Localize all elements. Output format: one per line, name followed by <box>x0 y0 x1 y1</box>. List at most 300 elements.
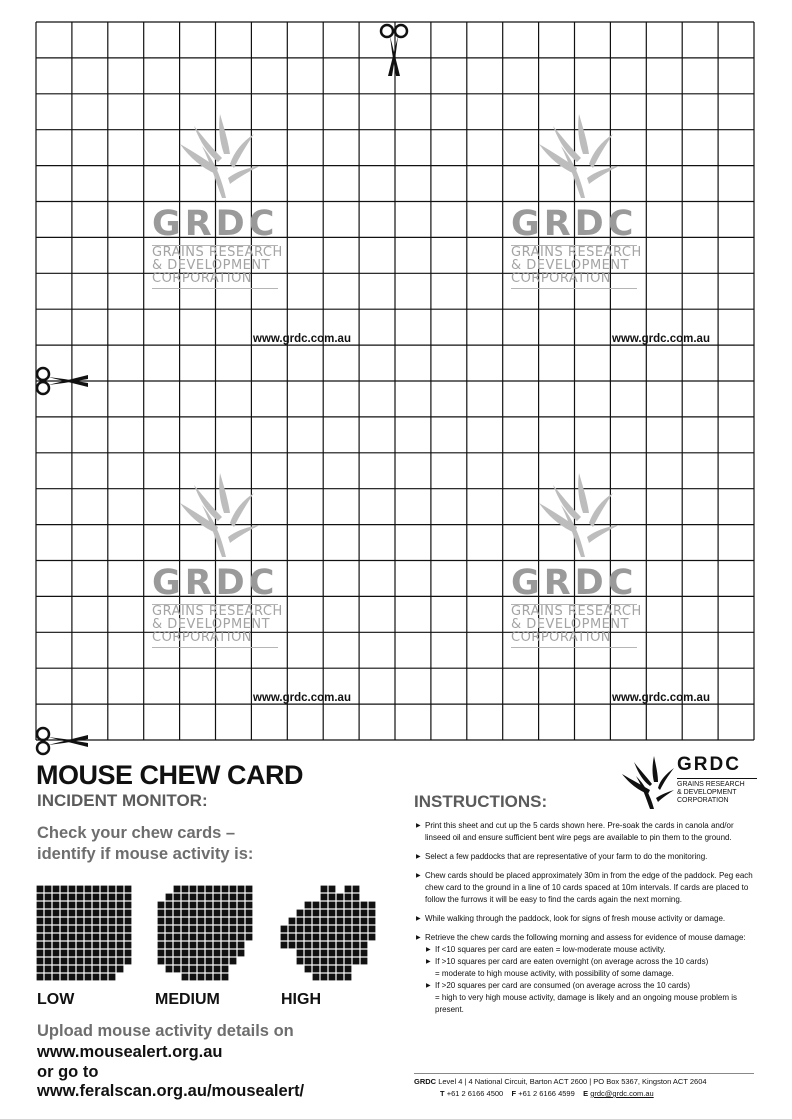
card-square <box>85 950 92 957</box>
card-square <box>337 918 344 925</box>
wheat-icon <box>531 112 621 200</box>
card-square <box>77 950 84 957</box>
card-square <box>109 974 116 981</box>
card-square <box>182 974 189 981</box>
wheat-icon <box>172 112 262 200</box>
card-square <box>85 910 92 917</box>
card-square <box>337 926 344 933</box>
card-square <box>85 902 92 909</box>
card-square <box>313 958 320 965</box>
card-square <box>361 926 368 933</box>
card-square <box>101 910 108 917</box>
grdc-logo <box>620 754 760 810</box>
email-link[interactable]: grdc@grdc.com.au <box>590 1089 654 1098</box>
scissors-icon-bottom <box>34 725 90 757</box>
instruction-step: ▶ Select a few paddocks that are representative of your farm to do the monitoring. <box>416 851 761 863</box>
card-square <box>109 894 116 901</box>
card-square <box>85 974 92 981</box>
card-square <box>61 894 68 901</box>
card-square <box>222 902 229 909</box>
card-square <box>222 886 229 893</box>
card-square <box>125 902 132 909</box>
card-square <box>61 934 68 941</box>
watermark-logo-text: GRDC <box>152 563 279 603</box>
card-url: www.grdc.com.au <box>253 333 351 345</box>
card-square <box>238 902 245 909</box>
card-square <box>85 894 92 901</box>
card-square <box>238 894 245 901</box>
card-square <box>45 926 52 933</box>
instructions-list <box>416 820 761 1016</box>
card-square <box>321 886 328 893</box>
scissors-icon-top <box>378 22 410 78</box>
card-square <box>230 918 237 925</box>
card-square <box>345 894 352 901</box>
card-square <box>230 958 237 965</box>
card-square <box>230 942 237 949</box>
card-square <box>198 966 205 973</box>
card-square <box>238 942 245 949</box>
card-square <box>198 886 205 893</box>
instruction-sub-step-cont: = high to very high mouse activity, damage is likely and an ongoing mouse problem is present. <box>435 993 738 1014</box>
card-square <box>222 966 229 973</box>
card-square <box>353 894 360 901</box>
card-square <box>69 958 76 965</box>
card-square <box>222 934 229 941</box>
card-square <box>45 958 52 965</box>
card-square <box>174 886 181 893</box>
card-square <box>230 934 237 941</box>
card-square <box>158 926 165 933</box>
card-square <box>182 958 189 965</box>
card-square <box>174 894 181 901</box>
card-square <box>61 886 68 893</box>
card-square <box>93 942 100 949</box>
card-square <box>117 894 124 901</box>
card-square <box>69 910 76 917</box>
watermark-line: GRAINS RESEARCH <box>152 245 283 260</box>
card-square <box>166 942 173 949</box>
card-square <box>305 950 312 957</box>
card-square <box>53 918 60 925</box>
card-square <box>182 902 189 909</box>
card-square <box>53 966 60 973</box>
card-square <box>214 902 221 909</box>
card-square <box>125 886 132 893</box>
fax-number: +61 2 6166 4599 <box>518 1089 575 1098</box>
card-square <box>353 886 360 893</box>
card-square <box>93 950 100 957</box>
card-square <box>337 894 344 901</box>
wheat-icon <box>172 471 262 559</box>
card-square <box>101 902 108 909</box>
card-square <box>305 958 312 965</box>
card-square <box>69 966 76 973</box>
card-square <box>321 974 328 981</box>
card-square <box>353 918 360 925</box>
low-activity-example <box>36 885 132 981</box>
card-square <box>353 950 360 957</box>
card-square <box>214 926 221 933</box>
card-square <box>117 934 124 941</box>
card-square <box>321 910 328 917</box>
card-square <box>305 902 312 909</box>
card-square <box>206 902 213 909</box>
card-square <box>369 910 376 917</box>
card-square <box>37 926 44 933</box>
card-square <box>77 934 84 941</box>
card-square <box>206 886 213 893</box>
card-square <box>45 942 52 949</box>
card-square <box>198 958 205 965</box>
card-square <box>329 918 336 925</box>
card-square <box>117 942 124 949</box>
card-square <box>174 934 181 941</box>
card-square <box>85 942 92 949</box>
card-square <box>117 902 124 909</box>
card-url: www.grdc.com.au <box>612 692 710 704</box>
card-square <box>182 926 189 933</box>
card-square <box>117 886 124 893</box>
card-square <box>238 934 245 941</box>
card-square <box>297 926 304 933</box>
card-square <box>174 902 181 909</box>
card-square <box>313 974 320 981</box>
card-square <box>281 942 288 949</box>
card-watermark <box>152 112 292 289</box>
mousealert-link[interactable]: www.mousealert.org.au <box>37 1043 223 1061</box>
card-square <box>182 966 189 973</box>
card-square <box>101 926 108 933</box>
watermark-line: & DEVELOPMENT <box>152 617 271 632</box>
card-square <box>93 918 100 925</box>
card-square <box>198 974 205 981</box>
card-square <box>230 950 237 957</box>
card-square <box>93 894 100 901</box>
card-square <box>238 918 245 925</box>
card-square <box>93 902 100 909</box>
card-square <box>329 886 336 893</box>
watermark-divider <box>511 647 637 648</box>
card-square <box>329 950 336 957</box>
card-square <box>289 934 296 941</box>
card-square <box>206 950 213 957</box>
card-square <box>361 942 368 949</box>
card-square <box>109 926 116 933</box>
card-square <box>37 974 44 981</box>
card-square <box>69 942 76 949</box>
card-square <box>305 926 312 933</box>
card-square <box>345 966 352 973</box>
card-watermark <box>511 471 651 648</box>
card-square <box>337 950 344 957</box>
card-square <box>101 886 108 893</box>
card-square <box>329 926 336 933</box>
logo-line: GRAINS RESEARCH <box>677 781 745 788</box>
card-square <box>230 902 237 909</box>
card-square <box>353 926 360 933</box>
card-square <box>198 934 205 941</box>
card-square <box>109 886 116 893</box>
card-square <box>214 886 221 893</box>
level-label-low: LOW <box>37 991 75 1008</box>
card-square <box>289 926 296 933</box>
card-square <box>238 886 245 893</box>
feralscan-link[interactable]: www.feralscan.org.au/mousealert/ <box>37 1082 305 1100</box>
card-square <box>353 958 360 965</box>
card-square <box>61 918 68 925</box>
card-square <box>313 918 320 925</box>
card-square <box>109 910 116 917</box>
card-square <box>77 974 84 981</box>
card-square <box>77 918 84 925</box>
footer-address-text: Level 4 | 4 National Circuit, Barton ACT 2600 | PO Box 5367, Kingston ACT 2604 <box>438 1077 707 1086</box>
card-square <box>61 910 68 917</box>
card-square <box>198 918 205 925</box>
card-square <box>305 966 312 973</box>
card-square <box>125 926 132 933</box>
watermark-line: GRAINS RESEARCH <box>511 604 642 619</box>
card-square <box>313 966 320 973</box>
card-square <box>101 950 108 957</box>
card-square <box>61 926 68 933</box>
card-square <box>361 902 368 909</box>
card-square <box>329 966 336 973</box>
logo-line: & DEVELOPMENT <box>677 789 737 796</box>
instruction-sub-step: ▶ If <10 squares per card are eaten = low-moderate mouse activity. <box>416 944 761 956</box>
page-subtitle: INCIDENT MONITOR: <box>37 791 208 810</box>
card-square <box>190 934 197 941</box>
watermark-line: & DEVELOPMENT <box>511 258 630 273</box>
card-square <box>281 934 288 941</box>
card-square <box>37 934 44 941</box>
card-square <box>369 902 376 909</box>
card-square <box>198 950 205 957</box>
card-square <box>321 958 328 965</box>
card-square <box>182 918 189 925</box>
card-square <box>222 974 229 981</box>
card-square <box>345 926 352 933</box>
card-square <box>158 942 165 949</box>
card-square <box>369 926 376 933</box>
card-square <box>198 894 205 901</box>
card-square <box>206 966 213 973</box>
card-square <box>214 950 221 957</box>
instruction-step: ▶ Print this sheet and cut up the 5 cards shown here. Pre-soak the cards in canola and/or linseed oil and ensure sufficient bent wire pegs are available to pin them to the ground. <box>416 820 761 844</box>
card-square <box>109 958 116 965</box>
card-square <box>77 902 84 909</box>
card-square <box>53 942 60 949</box>
card-square <box>345 942 352 949</box>
card-square <box>214 934 221 941</box>
card-square <box>166 902 173 909</box>
card-square <box>190 974 197 981</box>
high-activity-example <box>280 885 376 981</box>
card-square <box>85 926 92 933</box>
card-square <box>77 910 84 917</box>
card-square <box>45 918 52 925</box>
card-square <box>353 942 360 949</box>
card-square <box>214 910 221 917</box>
card-square <box>166 958 173 965</box>
logo-text: GRDC <box>677 754 741 775</box>
card-square <box>69 934 76 941</box>
card-square <box>369 934 376 941</box>
card-square <box>297 934 304 941</box>
card-square <box>37 958 44 965</box>
medium-activity-example <box>157 885 253 981</box>
card-square <box>61 958 68 965</box>
card-square <box>206 894 213 901</box>
card-square <box>85 966 92 973</box>
card-square <box>85 934 92 941</box>
watermark-line: & DEVELOPMENT <box>511 617 630 632</box>
card-square <box>238 910 245 917</box>
card-square <box>230 926 237 933</box>
card-square <box>206 918 213 925</box>
card-square <box>37 918 44 925</box>
card-square <box>77 966 84 973</box>
card-square <box>206 942 213 949</box>
wheat-logo-icon <box>620 754 674 810</box>
card-square <box>125 918 132 925</box>
card-square <box>53 886 60 893</box>
card-square <box>101 894 108 901</box>
card-square <box>166 910 173 917</box>
card-square <box>69 902 76 909</box>
card-square <box>37 950 44 957</box>
watermark-line: CORPORATION <box>152 630 253 645</box>
logo-divider <box>677 778 757 779</box>
card-square <box>101 934 108 941</box>
card-square <box>190 950 197 957</box>
card-square <box>214 974 221 981</box>
card-square <box>222 958 229 965</box>
card-square <box>238 950 245 957</box>
card-watermark <box>511 112 651 289</box>
card-square <box>297 950 304 957</box>
phone-label: T <box>440 1089 445 1098</box>
card-square <box>85 958 92 965</box>
card-square <box>345 958 352 965</box>
card-square <box>69 894 76 901</box>
card-square <box>158 910 165 917</box>
card-square <box>206 934 213 941</box>
card-square <box>246 902 253 909</box>
card-square <box>101 958 108 965</box>
card-square <box>222 918 229 925</box>
card-square <box>158 902 165 909</box>
card-square <box>246 894 253 901</box>
card-square <box>321 934 328 941</box>
card-square <box>329 894 336 901</box>
wheat-icon <box>531 471 621 559</box>
watermark-divider <box>152 647 278 648</box>
card-square <box>69 886 76 893</box>
card-square <box>190 894 197 901</box>
card-square <box>166 918 173 925</box>
card-square <box>93 958 100 965</box>
card-square <box>117 918 124 925</box>
or-go-to-text: or go to <box>37 1063 99 1081</box>
level-label-high: HIGH <box>281 991 321 1008</box>
card-square <box>305 934 312 941</box>
card-square <box>337 958 344 965</box>
card-square <box>361 950 368 957</box>
card-square <box>101 966 108 973</box>
card-square <box>182 950 189 957</box>
card-square <box>53 950 60 957</box>
card-square <box>77 958 84 965</box>
card-square <box>37 966 44 973</box>
card-square <box>321 950 328 957</box>
card-square <box>109 918 116 925</box>
card-square <box>289 942 296 949</box>
watermark-line: CORPORATION <box>511 630 612 645</box>
card-square <box>93 926 100 933</box>
card-square <box>246 918 253 925</box>
card-square <box>329 902 336 909</box>
card-square <box>45 974 52 981</box>
card-square <box>158 950 165 957</box>
card-url: www.grdc.com.au <box>612 333 710 345</box>
card-square <box>117 926 124 933</box>
card-square <box>125 910 132 917</box>
card-square <box>45 910 52 917</box>
card-square <box>214 958 221 965</box>
card-square <box>297 910 304 917</box>
card-square <box>166 926 173 933</box>
card-square <box>93 966 100 973</box>
card-square <box>174 926 181 933</box>
card-square <box>190 902 197 909</box>
card-square <box>101 942 108 949</box>
card-square <box>69 918 76 925</box>
card-square <box>297 942 304 949</box>
card-square <box>230 910 237 917</box>
watermark-line: CORPORATION <box>152 271 253 286</box>
card-square <box>246 926 253 933</box>
card-square <box>313 934 320 941</box>
card-square <box>117 958 124 965</box>
card-square <box>337 942 344 949</box>
card-square <box>305 910 312 917</box>
card-square <box>61 966 68 973</box>
card-square <box>313 950 320 957</box>
instruction-step <box>416 932 761 944</box>
card-square <box>125 958 132 965</box>
card-square <box>369 918 376 925</box>
instruction-step-text: ▶ Retrieve the chew cards the following morning and assess for evidence of mouse damage: <box>425 933 746 942</box>
card-square <box>37 902 44 909</box>
card-square <box>337 910 344 917</box>
card-square <box>174 910 181 917</box>
card-url: www.grdc.com.au <box>253 692 351 704</box>
card-square <box>109 966 116 973</box>
card-square <box>297 918 304 925</box>
card-square <box>158 918 165 925</box>
card-square <box>85 886 92 893</box>
card-square <box>353 910 360 917</box>
card-square <box>222 942 229 949</box>
card-square <box>53 926 60 933</box>
card-square <box>45 902 52 909</box>
card-square <box>321 942 328 949</box>
card-square <box>125 950 132 957</box>
card-square <box>321 926 328 933</box>
card-square <box>230 894 237 901</box>
card-square <box>166 934 173 941</box>
